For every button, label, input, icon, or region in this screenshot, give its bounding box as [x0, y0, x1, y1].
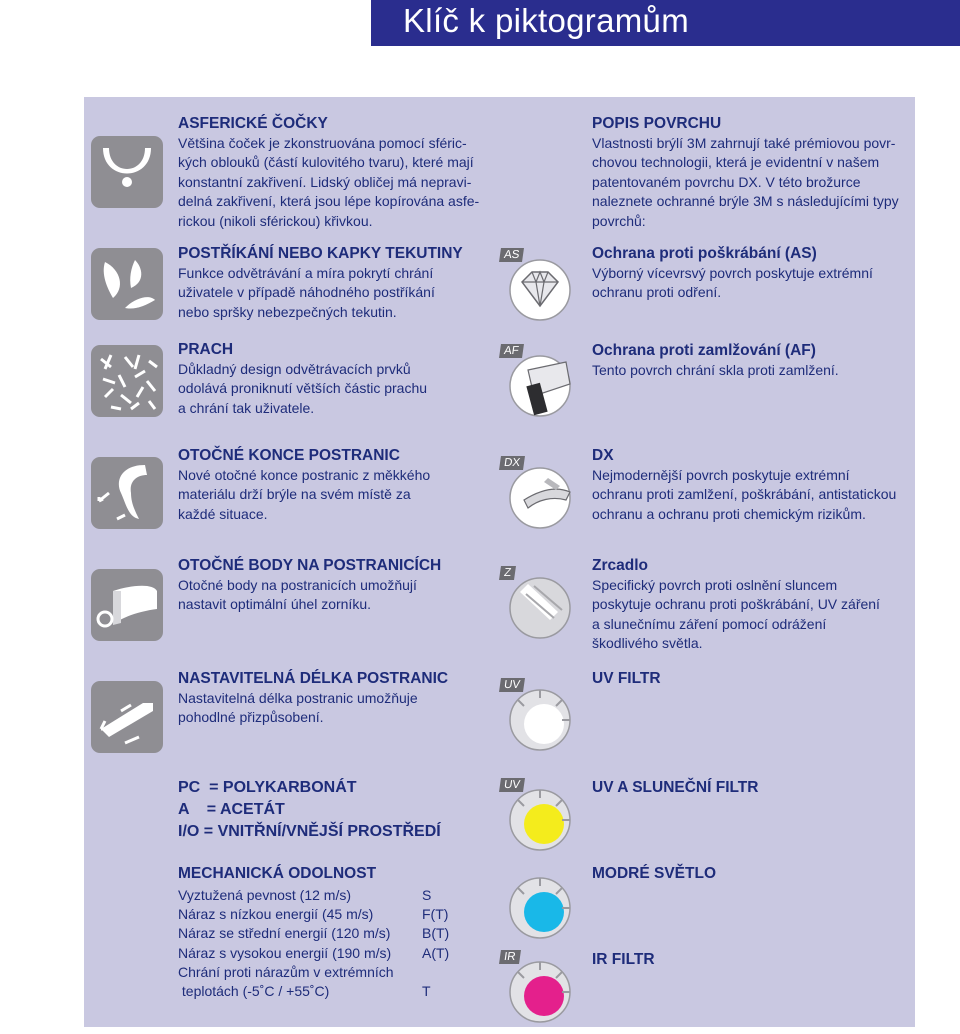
item-heading: ASFERICKÉ ČOČKY [178, 115, 328, 132]
mech-code: B(T) [422, 925, 450, 942]
right-item-dx [592, 446, 912, 524]
left-item-aspheric [178, 114, 498, 231]
item-heading: MODRÉ SVĚTLO [592, 865, 717, 882]
item-line: materiálu drží brýle na svém místě za [178, 486, 411, 503]
item-line: nastavit optimální úhel zorníku. [178, 596, 371, 613]
page-title: Klíč k piktogramům [403, 2, 689, 39]
left-item-adjustable [178, 669, 498, 728]
mech-row [178, 924, 449, 943]
item-line: a chrání tak uživatele. [178, 399, 315, 416]
z-badge: Z [499, 566, 516, 580]
item-line: Specifický povrch proti oslnění sluncem [592, 577, 838, 593]
uv-sun-badge: UV [499, 778, 525, 792]
left-item-dust [178, 340, 498, 418]
item-heading: DX [592, 447, 614, 464]
temple-tips-icon [91, 457, 163, 529]
mechanical-heading: MECHANICKÁ ODOLNOST [178, 865, 377, 882]
item-heading: PRACH [178, 341, 234, 358]
page-header [0, 0, 960, 46]
item-line: škodlivého světla. [592, 635, 703, 652]
item-line: každé situace. [178, 505, 268, 522]
left-item-pivot [178, 556, 498, 615]
mech-label: Náraz s vysokou energií (190 m/s) [178, 944, 392, 961]
mech-row [178, 963, 449, 982]
mirror-symbol-icon [500, 566, 578, 642]
item-line: naleznete ochranné brýle 3M s následujícími typy [592, 193, 899, 210]
mech-label: Vyztužená pevnost (12 m/s) [178, 887, 352, 903]
left-item-temple-tips [178, 446, 498, 524]
mech-label: teplotách (-5˚C / +55˚C) [178, 983, 330, 1000]
ir-symbol-icon [500, 950, 578, 1026]
blue-light-symbol-icon [500, 866, 578, 942]
code-line: A = ACETÁT [178, 801, 285, 818]
right-item-mirror [592, 556, 912, 654]
af-symbol-icon [500, 344, 578, 420]
item-line: ochranu a ochranu proti chemickým rizikům. [592, 505, 866, 522]
code-line: I/O = VNITŘNÍ/VNĚJŠÍ PROSTŘEDÍ [178, 823, 441, 840]
right-item-ir [592, 950, 912, 970]
item-line: konstantní zakřivení. Lidský obličej má nepravi- [178, 173, 472, 190]
mech-label: Náraz s nízkou energií (45 m/s) [178, 906, 374, 923]
item-heading: Ochrana proti poškrábání (AS) [592, 245, 817, 262]
item-line: pohodlné přizpůsobení. [178, 709, 324, 726]
right-item-af [592, 341, 912, 380]
mech-label: Náraz se střední energií (120 m/s) [178, 925, 391, 942]
item-line: Nastavitelná délka postranic umožňuje [178, 690, 418, 706]
mech-code: F(T) [422, 906, 449, 923]
item-line: a slunečnímu záření pomocí odrážení [592, 615, 827, 632]
item-line: uživatele v případě náhodného postříkání [178, 284, 435, 301]
item-heading: POPIS POVRCHU [592, 115, 722, 132]
item-line: Otočné body na postranicích umožňují [178, 577, 417, 593]
item-heading: OTOČNÉ BODY NA POSTRANICÍCH [178, 557, 442, 574]
as-symbol-icon [500, 248, 578, 324]
uv-symbol-icon [500, 678, 578, 754]
mech-row [178, 886, 449, 905]
af-badge: AF [499, 344, 524, 358]
item-line: Vlastnosti brýlí 3M zahrnují také prémiovou povr- [592, 135, 896, 151]
item-line: ochranu proti zamlžení, poškrábání, antistatickou [592, 486, 897, 503]
mech-row [178, 982, 449, 1001]
dust-icon [91, 345, 163, 417]
dx-symbol-icon [500, 456, 578, 532]
liquid-splash-icon [91, 248, 163, 320]
item-line: Výborný vícevrsvý povrch poskytuje extrémní [592, 265, 873, 281]
item-line: nebo spršky nebezpečných tekutin. [178, 303, 397, 320]
mech-label: Chrání proti nárazům v extrémních [178, 963, 394, 980]
aspheric-lens-icon [91, 136, 163, 208]
mech-code: S [422, 887, 432, 903]
item-heading: POSTŘÍKÁNÍ NEBO KAPKY TEKUTINY [178, 245, 463, 262]
item-heading: NASTAVITELNÁ DÉLKA POSTRANIC [178, 670, 449, 687]
right-item-surface [592, 114, 912, 231]
item-line: Tento povrch chrání skla proti zamlžení. [592, 362, 839, 378]
item-line: Nejmodernější povrch poskytuje extrémní [592, 467, 850, 483]
code-line: PC = POLYKARBONÁT [178, 779, 357, 796]
item-line: chovou technologii, která je evidentní v našem [592, 154, 880, 171]
item-line: patentovaném povrchu DX. V této brožurce [592, 173, 861, 190]
item-heading: IR FILTR [592, 951, 655, 968]
mech-code: T [422, 983, 431, 1000]
item-line: rickou (nikoli sférickou) křivkou. [178, 212, 373, 229]
item-line: poskytuje ochranu proti poškrábání, UV záření [592, 596, 880, 613]
as-badge: AS [499, 248, 524, 262]
item-line: ochranu proti odření. [592, 284, 722, 301]
right-item-uv-sun [592, 778, 912, 798]
item-line: odolává proniknutí větších částic prachu [178, 380, 428, 397]
item-line: Většina čoček je zkonstruována pomocí sféric- [178, 135, 467, 151]
mech-row [178, 905, 449, 924]
item-heading: UV FILTR [592, 670, 661, 687]
mechanical-table [178, 886, 449, 1001]
ir-badge: IR [499, 950, 520, 964]
item-heading: OTOČNÉ KONCE POSTRANIC [178, 447, 400, 464]
left-item-splash [178, 244, 498, 322]
item-line: Nové otočné konce postranic z měkkého [178, 467, 431, 483]
item-line: kých oblouků (částí kulovitého tvaru), které mají [178, 154, 474, 171]
material-codes [178, 777, 441, 843]
item-heading: Zrcadlo [592, 557, 648, 574]
item-line: Důkladný design odvětrávacích prvků [178, 361, 411, 377]
uv-badge: UV [499, 678, 525, 692]
right-item-as [592, 244, 912, 303]
item-line: Funkce odvětrávání a míra pokrytí chrání [178, 265, 434, 281]
mechanical-heading-box [178, 864, 376, 884]
uv-sun-symbol-icon [500, 778, 578, 854]
item-line: delná zakřivení, která jsou lépe kopírována asfe- [178, 193, 480, 210]
pivot-point-icon [91, 569, 163, 641]
mech-row [178, 944, 449, 963]
adjustable-temple-icon [91, 681, 163, 753]
right-item-uv [592, 669, 912, 689]
mech-code: A(T) [422, 944, 450, 961]
item-heading: UV A SLUNEČNÍ FILTR [592, 779, 759, 796]
item-heading: Ochrana proti zamlžování (AF) [592, 342, 816, 359]
right-item-blue-light [592, 864, 912, 884]
dx-badge: DX [499, 456, 525, 470]
item-line: povrchů: [592, 212, 646, 229]
